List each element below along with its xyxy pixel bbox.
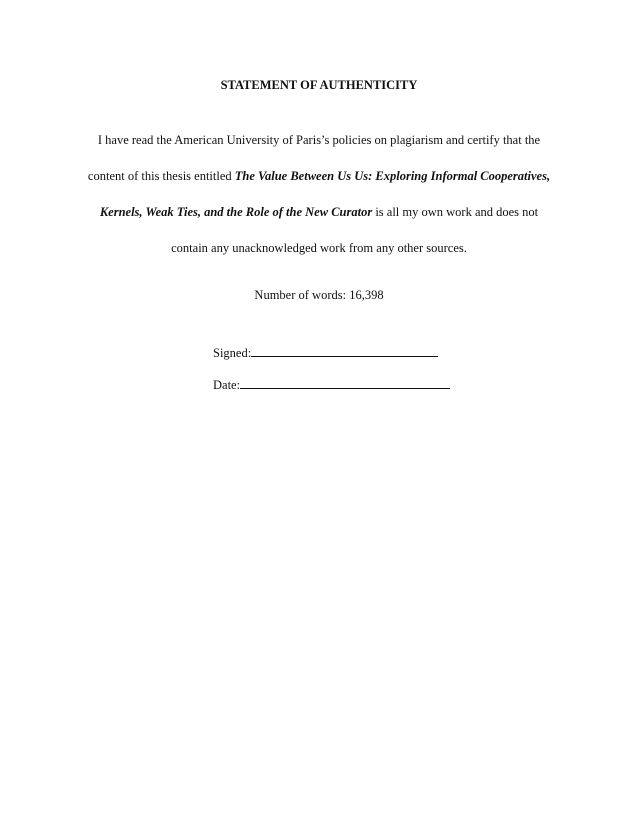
thesis-title-part-2: Kernels, Weak Ties, and the Role of the New Curator [99, 205, 373, 219]
signature-line [251, 344, 438, 357]
statement-line-2-prefix: content of this thesis entitled [87, 169, 235, 183]
statement-line-2 [70, 158, 568, 194]
date-line [240, 376, 450, 389]
statement-line-3 [70, 194, 568, 230]
signature-field [213, 344, 438, 362]
statement-line-4: contain any unacknowledged work from any other sources. [171, 241, 467, 255]
authenticity-statement [70, 122, 568, 266]
date-field [213, 376, 450, 394]
thesis-title-part-1: The Value Between Us Us: Exploring Informal Cooperatives, [234, 169, 551, 183]
statement-line-1: I have read the American University of Paris’s policies on plagiarism and certify that the [97, 133, 541, 147]
page-title: STATEMENT OF AUTHENTICITY [220, 78, 418, 92]
statement-line-3-suffix: is all my own work and does not [372, 205, 539, 219]
date-label: Date: [213, 378, 241, 392]
signed-label: Signed: [213, 346, 252, 360]
word-count: Number of words: 16,398 [254, 288, 384, 302]
